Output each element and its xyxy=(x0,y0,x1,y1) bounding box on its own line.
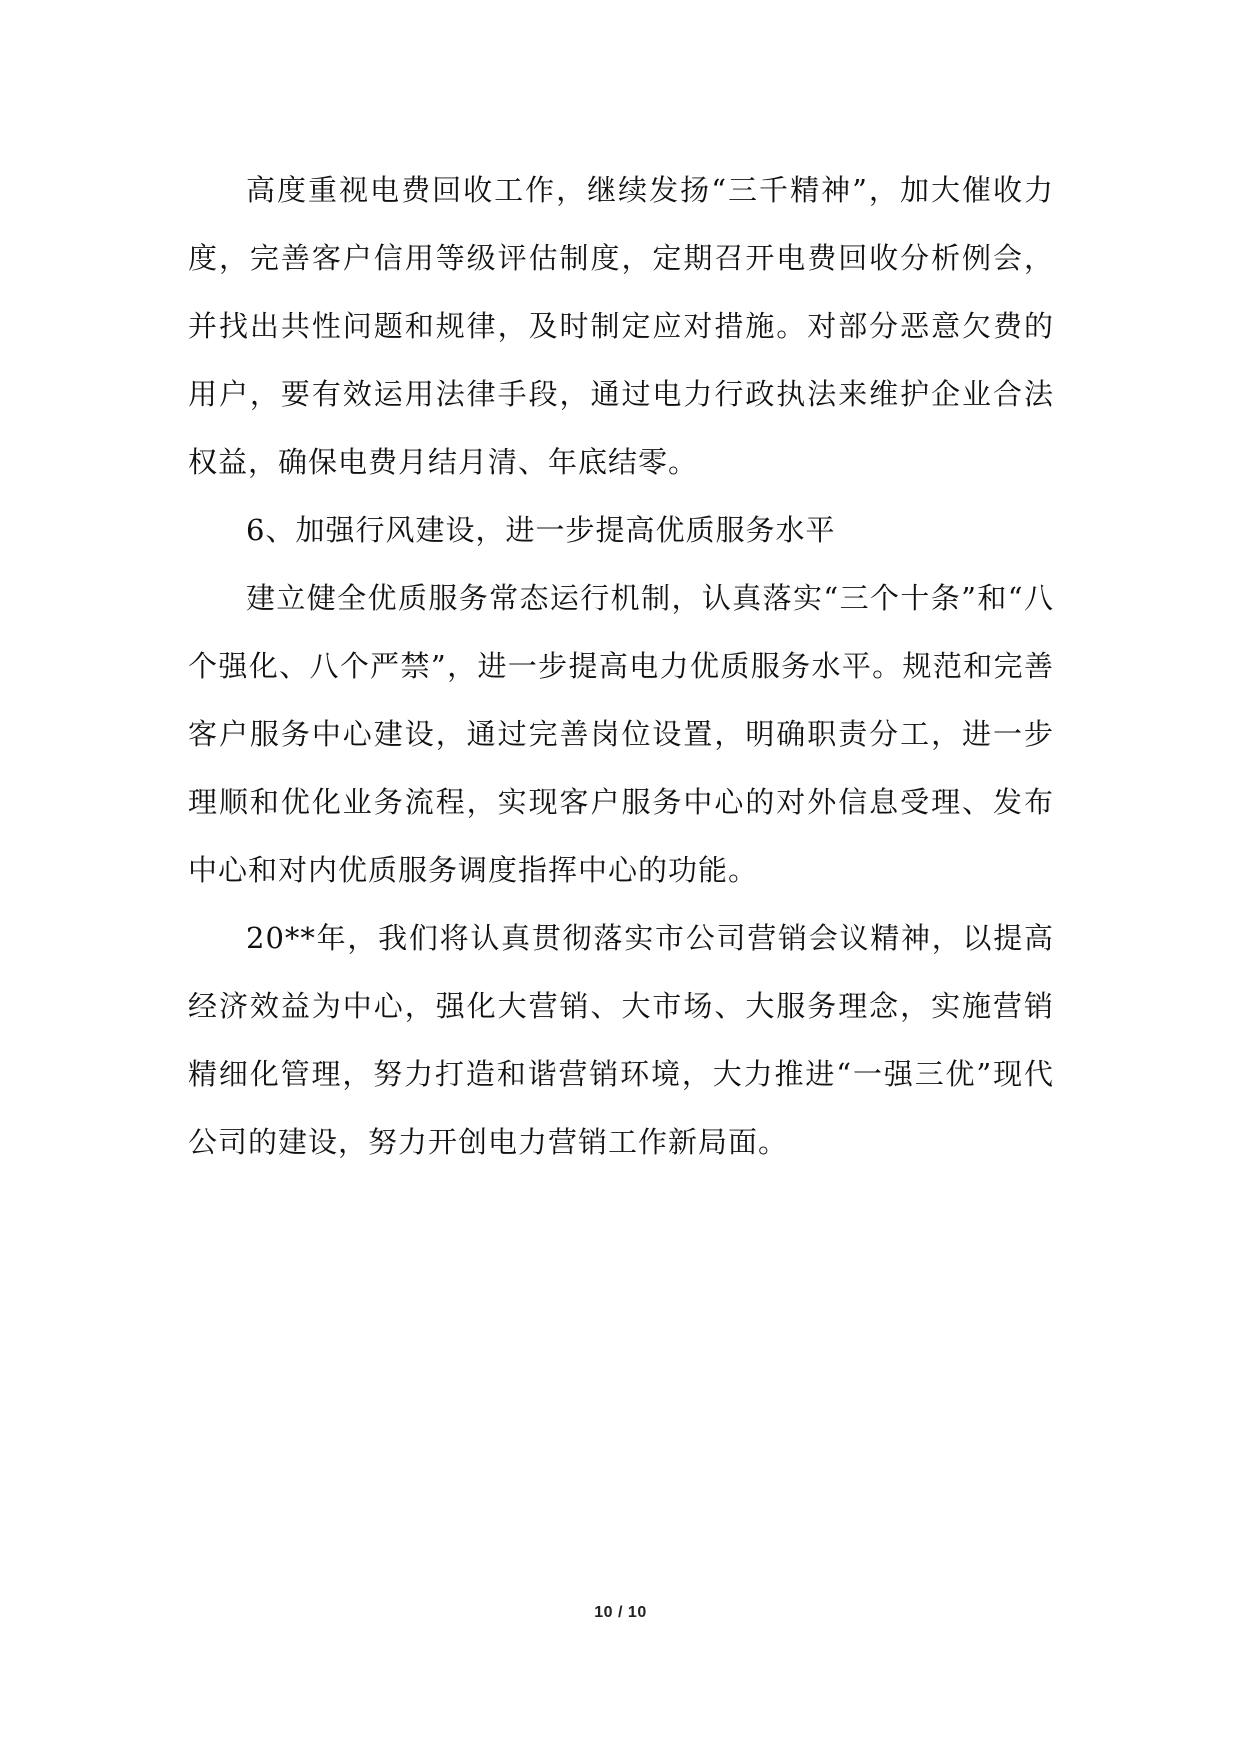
paragraph-electricity-fee-collection: 高度重视电费回收工作，继续发扬“三千精神”，加大催收力度，完善客户信用等级评估制度，定期召开电费回收分析例会，并找出共性问题和规律，及时制定应对措施。对部分恶意欠费的用户，要有效运用法律手段，通过电力行政执法来维护企业合法权益，确保电费月结月清、年底结零。 xyxy=(188,173,1054,479)
section-heading-6: 6、加强行风建设，进一步提高优质服务水平 xyxy=(246,513,836,547)
paragraph-annual-plan: 20**年，我们将认真贯彻落实市公司营销会议精神，以提高经济效益为中心，强化大营销、大市场、大服务理念，实施营销精细化管理，努力打造和谐营销环境，大力推进“一强三优”现代公司的建设，努力开创电力营销工作新局面。 xyxy=(188,921,1054,1159)
paragraph-quality-service: 建立健全优质服务常态运行机制，认真落实“三个十条”和“八个强化、八个严禁”，进一步提高电力优质服务水平。规范和完善客户服务中心建设，通过完善岗位设置，明确职责分工，进一步理顺和优化业务流程，实现客户服务中心的对外信息受理、发布中心和对内优质服务调度指挥中心的功能。 xyxy=(188,581,1054,887)
page-number: 10 / 10 xyxy=(594,1604,647,1621)
document-body xyxy=(188,156,1054,1176)
